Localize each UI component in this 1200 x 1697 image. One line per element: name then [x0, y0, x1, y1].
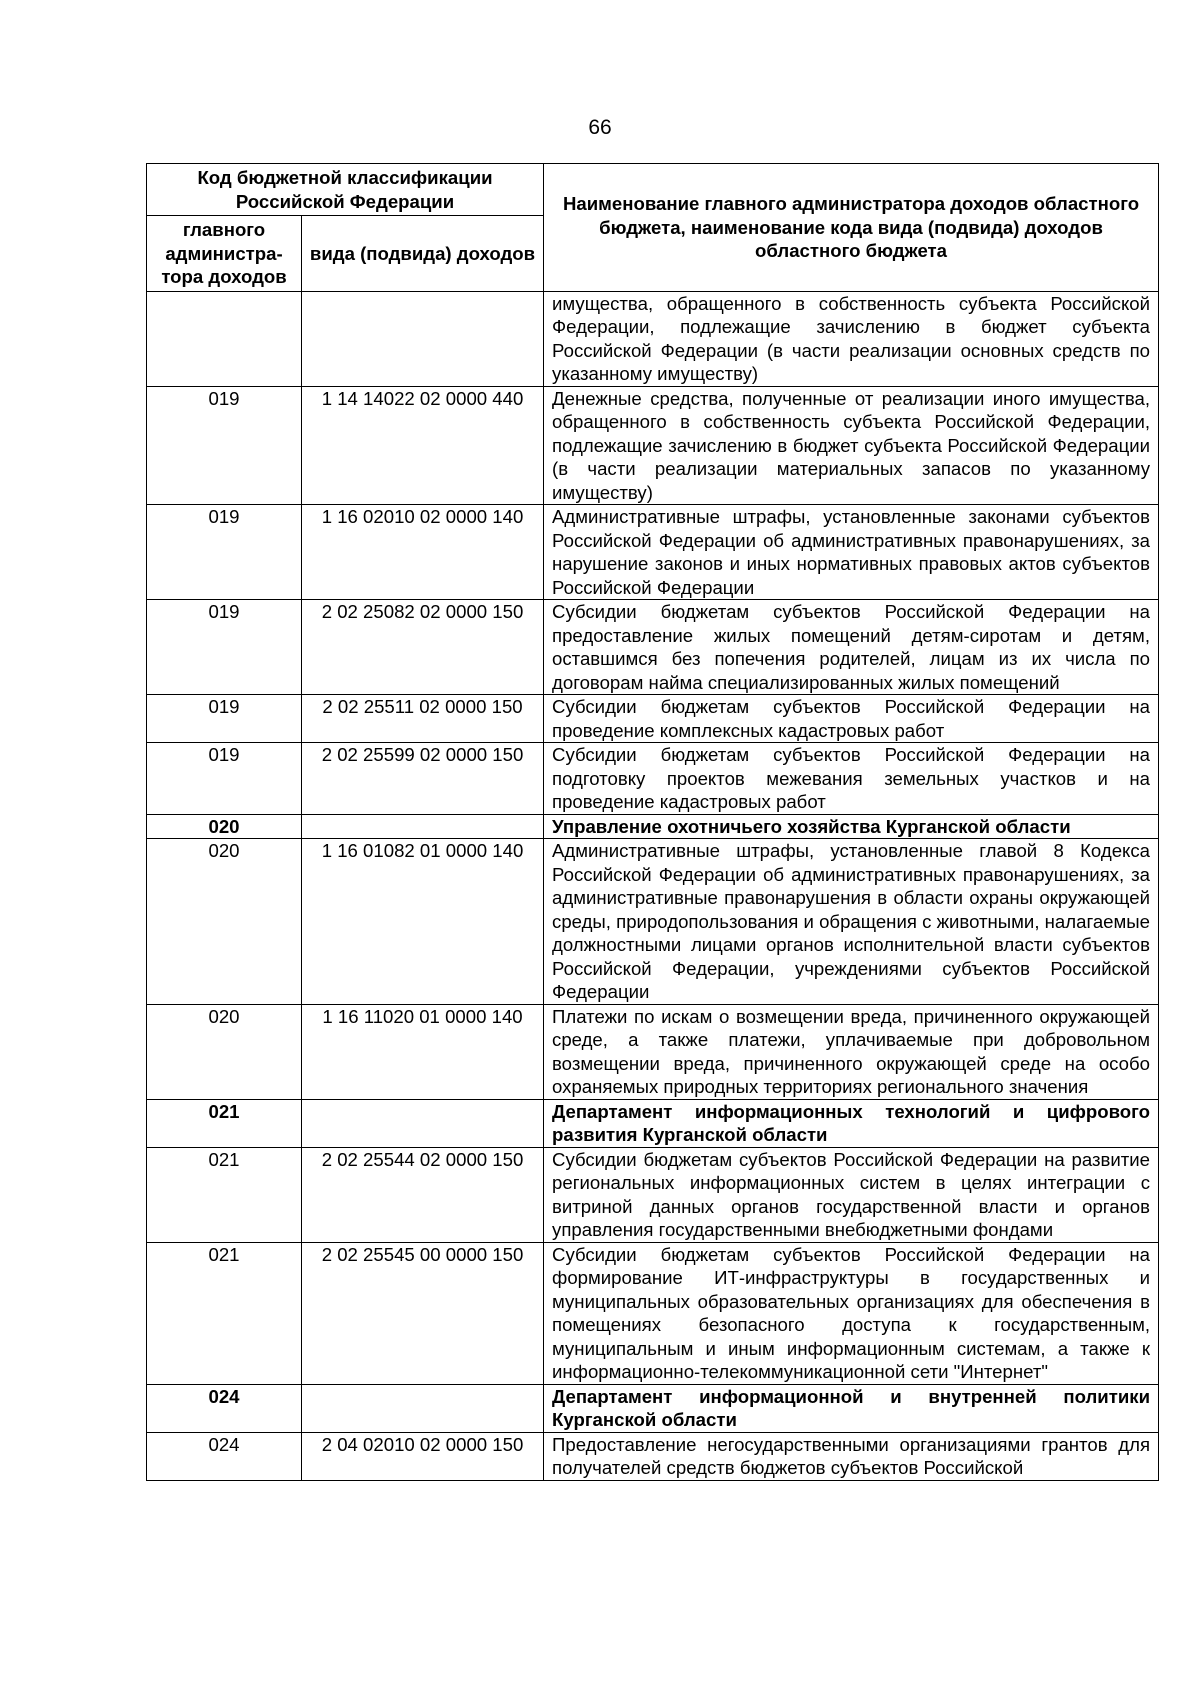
- admin-code-cell: 019: [147, 505, 302, 600]
- admin-code-cell: 019: [147, 743, 302, 815]
- income-code-cell: 2 02 25511 02 0000 150: [302, 695, 544, 743]
- table-row: [147, 839, 1159, 1005]
- income-code-cell: [302, 814, 544, 839]
- table-row: [147, 743, 1159, 815]
- admin-code-cell: [147, 291, 302, 386]
- header-name: Наименование главного администратора доходов областного бюджета, наименование кода вида (подвида) доходов областного бюджета: [544, 164, 1159, 292]
- table-row: [147, 291, 1159, 386]
- name-cell: Субсидии бюджетам субъектов Российской Федерации на предоставление жилых помещений детям-сиротам и детям, оставшимся без попечения родителей, лицам из их числа по договорам найма специализированных жилых помещений: [544, 600, 1159, 695]
- admin-code-cell: 020: [147, 1004, 302, 1099]
- table-row: [147, 1432, 1159, 1480]
- table-body: [147, 291, 1159, 1480]
- admin-code-cell: 020: [147, 839, 302, 1005]
- name-cell: Административные штрафы, установленные законами субъектов Российской Федерации об административных правонарушениях, за нарушение законов и иных нормативных правовых актов субъектов Российской Федерации: [544, 505, 1159, 600]
- income-code-cell: 2 02 25599 02 0000 150: [302, 743, 544, 815]
- admin-code-cell: 020: [147, 814, 302, 839]
- table-row: [147, 1242, 1159, 1384]
- admin-code-cell: 021: [147, 1099, 302, 1147]
- income-code-cell: 2 04 02010 02 0000 150: [302, 1432, 544, 1480]
- table-row: [147, 814, 1159, 839]
- admin-code-cell: 019: [147, 386, 302, 505]
- name-cell: Платежи по искам о возмещении вреда, причиненного окружающей среде, а также платежи, уплачиваемые при добровольном возмещении вреда, причиненного окружающей среде на особо охраняемых природных территориях регионального значения: [544, 1004, 1159, 1099]
- name-cell: Департамент информационных технологий и цифрового развития Курганской области: [544, 1099, 1159, 1147]
- name-cell: Субсидии бюджетам субъектов Российской Федерации на развитие региональных информационных систем в целях интеграции с витриной данных органов государственной власти и органов управления государственными внебюджетными фондами: [544, 1147, 1159, 1242]
- name-cell: Субсидии бюджетам субъектов Российской Федерации на формирование ИТ-инфраструктуры в государственных и муниципальных образовательных организациях для обеспечения в помещениях безопасного доступа к государственным, муниципальным и иным информационным системам, а также к информационно-телекоммуникационной сети "Интернет": [544, 1242, 1159, 1384]
- name-cell: Управление охотничьего хозяйства Курганской области: [544, 814, 1159, 839]
- income-code-cell: 1 16 11020 01 0000 140: [302, 1004, 544, 1099]
- admin-code-cell: 019: [147, 695, 302, 743]
- income-code-cell: 2 02 25545 00 0000 150: [302, 1242, 544, 1384]
- table-row: [147, 1099, 1159, 1147]
- name-cell: Субсидии бюджетам субъектов Российской Федерации на подготовку проектов межевания земельных участков и на проведение кадастровых работ: [544, 743, 1159, 815]
- table-row: [147, 386, 1159, 505]
- name-cell: Денежные средства, полученные от реализации иного имущества, обращенного в собственность субъекта Российской Федерации, подлежащие зачислению в бюджет субъекта Российской Федерации (в части реализации материальных запасов по указанному имуществу): [544, 386, 1159, 505]
- income-code-cell: 2 02 25544 02 0000 150: [302, 1147, 544, 1242]
- budget-classification-table: [146, 163, 1159, 1481]
- income-code-cell: [302, 291, 544, 386]
- admin-code-cell: 024: [147, 1432, 302, 1480]
- header-admin: главного администра-тора доходов: [147, 216, 302, 292]
- name-cell: Предоставление негосударственными организациями грантов для получателей средств бюджетов субъектов Российской: [544, 1432, 1159, 1480]
- name-cell: Департамент информационной и внутренней политики Курганской области: [544, 1384, 1159, 1432]
- admin-code-cell: 021: [147, 1147, 302, 1242]
- header-kind: вида (подвида) доходов: [302, 216, 544, 292]
- page-number: 66: [588, 116, 612, 139]
- header-group-title: Код бюджетной классификации Российской Федерации: [147, 164, 544, 216]
- income-code-cell: 2 02 25082 02 0000 150: [302, 600, 544, 695]
- table-row: [147, 1147, 1159, 1242]
- admin-code-cell: 024: [147, 1384, 302, 1432]
- admin-code-cell: 021: [147, 1242, 302, 1384]
- name-cell: Субсидии бюджетам субъектов Российской Федерации на проведение комплексных кадастровых работ: [544, 695, 1159, 743]
- table-row: [147, 695, 1159, 743]
- admin-code-cell: 019: [147, 600, 302, 695]
- income-code-cell: 1 16 01082 01 0000 140: [302, 839, 544, 1005]
- table-row: [147, 600, 1159, 695]
- header-row-top: [147, 164, 1159, 216]
- income-code-cell: 1 16 02010 02 0000 140: [302, 505, 544, 600]
- name-cell: имущества, обращенного в собственность субъекта Российской Федерации, подлежащие зачислению в бюджет субъекта Российской Федерации (в части реализации основных средств по указанному имуществу): [544, 291, 1159, 386]
- table-row: [147, 1004, 1159, 1099]
- income-code-cell: [302, 1099, 544, 1147]
- name-cell: Административные штрафы, установленные главой 8 Кодекса Российской Федерации об административных правонарушениях, за административные правонарушения в области охраны окружающей среды, природопользования и обращения с животными, налагаемые должностными лицами органов исполнительной власти субъектов Российской Федерации, учреждениями субъектов Российской Федерации: [544, 839, 1159, 1005]
- income-code-cell: [302, 1384, 544, 1432]
- table-row: [147, 505, 1159, 600]
- income-code-cell: 1 14 14022 02 0000 440: [302, 386, 544, 505]
- table-row: [147, 1384, 1159, 1432]
